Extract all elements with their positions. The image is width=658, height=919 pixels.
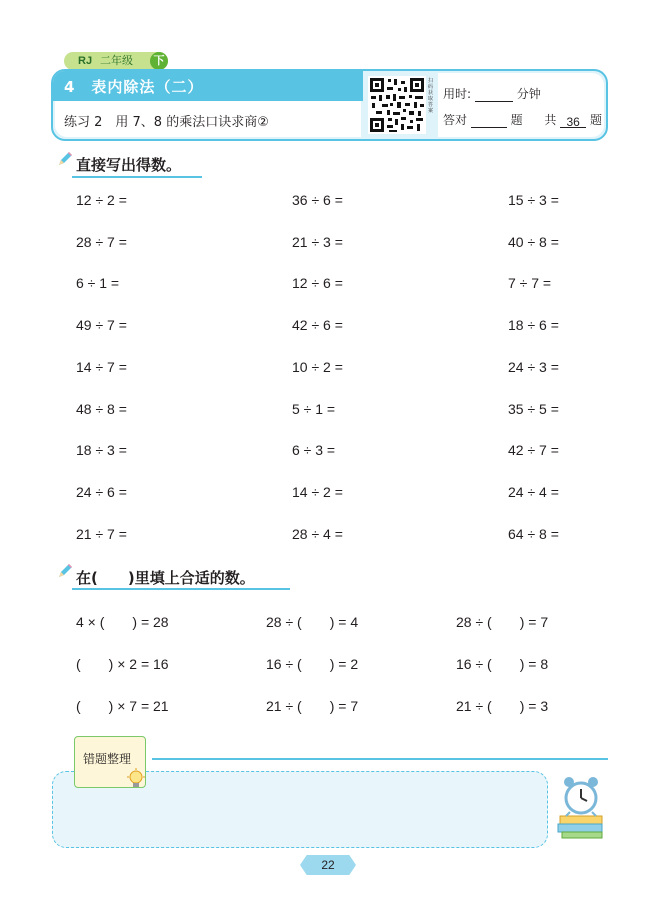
arithmetic-problem[interactable]: 6 ÷ 3 = bbox=[292, 442, 336, 459]
fill-blank-problem[interactable]: 28 ÷ ( ) = 7 bbox=[456, 614, 549, 630]
section2-underline bbox=[72, 588, 290, 590]
fill-blank-problem[interactable]: 16 ÷ ( ) = 2 bbox=[266, 656, 359, 672]
arithmetic-problem[interactable]: 6 ÷ 1 = bbox=[76, 275, 120, 292]
arithmetic-problem[interactable]: 42 ÷ 7 = bbox=[508, 442, 559, 459]
fill-blank-problem[interactable]: 16 ÷ ( ) = 8 bbox=[456, 656, 549, 672]
time-line bbox=[443, 85, 541, 102]
mistakes-label: 错题整理 bbox=[83, 752, 132, 766]
arithmetic-problem[interactable]: 10 ÷ 2 = bbox=[292, 358, 343, 375]
arithmetic-problem[interactable]: 49 ÷ 7 = bbox=[76, 317, 127, 334]
total-count: 36 bbox=[560, 115, 586, 128]
arithmetic-problem[interactable]: 18 ÷ 3 = bbox=[76, 442, 127, 459]
correct-blank[interactable] bbox=[471, 115, 507, 128]
grade-half: 下 bbox=[150, 52, 168, 70]
arithmetic-problem[interactable]: 12 ÷ 2 = bbox=[76, 192, 127, 208]
arithmetic-problem[interactable]: 21 ÷ 3 = bbox=[292, 233, 343, 250]
score-line bbox=[443, 111, 602, 128]
time-label: 用时: bbox=[443, 87, 472, 101]
arithmetic-problem[interactable]: 14 ÷ 2 = bbox=[292, 483, 343, 500]
fill-blank-problem[interactable]: 28 ÷ ( ) = 4 bbox=[266, 614, 359, 630]
grade-code: RJ bbox=[78, 55, 93, 67]
section2-title: 在( )里填上合适的数。 bbox=[76, 569, 255, 587]
pencil-icon bbox=[56, 150, 74, 168]
fill-blank-problem[interactable]: 21 ÷ ( ) = 7 bbox=[266, 698, 359, 714]
fill-blank-problem[interactable]: ( ) × 7 = 21 bbox=[76, 698, 169, 714]
total-label: 共 bbox=[544, 113, 557, 127]
pencil-icon bbox=[56, 562, 74, 580]
arithmetic-problem[interactable]: 48 ÷ 8 = bbox=[76, 400, 127, 417]
time-blank[interactable] bbox=[475, 89, 513, 102]
unit-title: 4 表内除法（二） bbox=[64, 78, 204, 96]
fill-blank-problem[interactable]: 21 ÷ ( ) = 3 bbox=[456, 698, 549, 714]
arithmetic-problem[interactable]: 24 ÷ 3 = bbox=[508, 358, 559, 375]
arithmetic-problem[interactable]: 12 ÷ 6 = bbox=[292, 275, 343, 292]
lesson-title: 练习 2 用 7、8 的乘法口诀求商② bbox=[64, 115, 269, 130]
arithmetic-problem[interactable]: 42 ÷ 6 = bbox=[292, 317, 343, 334]
correct-unit: 题 bbox=[510, 113, 523, 127]
qr-side-text: 扫码获取答案 bbox=[428, 78, 434, 114]
arithmetic-problem[interactable]: 28 ÷ 7 = bbox=[76, 233, 127, 250]
arithmetic-problem[interactable]: 64 ÷ 8 = bbox=[508, 525, 559, 542]
arithmetic-problem[interactable]: 14 ÷ 7 = bbox=[76, 358, 127, 375]
arithmetic-problem[interactable]: 36 ÷ 6 = bbox=[292, 192, 343, 208]
mistakes-line bbox=[152, 758, 608, 760]
arithmetic-problem[interactable]: 40 ÷ 8 = bbox=[508, 233, 559, 250]
alarm-clock-books-icon bbox=[556, 774, 606, 844]
arithmetic-problem[interactable]: 15 ÷ 3 = bbox=[508, 192, 559, 208]
fill-blank-problem[interactable]: 4 × ( ) = 28 bbox=[76, 614, 169, 630]
total-unit: 题 bbox=[590, 113, 603, 127]
grade-tag bbox=[64, 52, 168, 70]
section1-underline bbox=[72, 176, 202, 178]
arithmetic-problem[interactable]: 35 ÷ 5 = bbox=[508, 400, 559, 417]
arithmetic-problem[interactable]: 28 ÷ 4 = bbox=[292, 525, 343, 542]
arithmetic-problem[interactable]: 5 ÷ 1 = bbox=[292, 400, 336, 417]
arithmetic-problem[interactable]: 21 ÷ 7 = bbox=[76, 525, 127, 542]
section1-title: 直接写出得数。 bbox=[76, 156, 182, 174]
fill-blank-problem[interactable]: ( ) × 2 = 16 bbox=[76, 656, 169, 672]
arithmetic-problem[interactable]: 24 ÷ 6 = bbox=[76, 483, 127, 500]
arithmetic-problem[interactable]: 18 ÷ 6 = bbox=[508, 317, 559, 334]
arithmetic-problem[interactable]: 7 ÷ 7 = bbox=[508, 275, 552, 292]
time-unit: 分钟 bbox=[516, 87, 541, 101]
qr-code-icon[interactable] bbox=[368, 76, 426, 134]
lightbulb-icon bbox=[126, 768, 146, 794]
grade-level: 二年级 bbox=[100, 54, 133, 67]
arithmetic-problem[interactable]: 24 ÷ 4 = bbox=[508, 483, 559, 500]
correct-label: 答对 bbox=[443, 113, 468, 127]
page-number: 22 bbox=[321, 858, 335, 872]
